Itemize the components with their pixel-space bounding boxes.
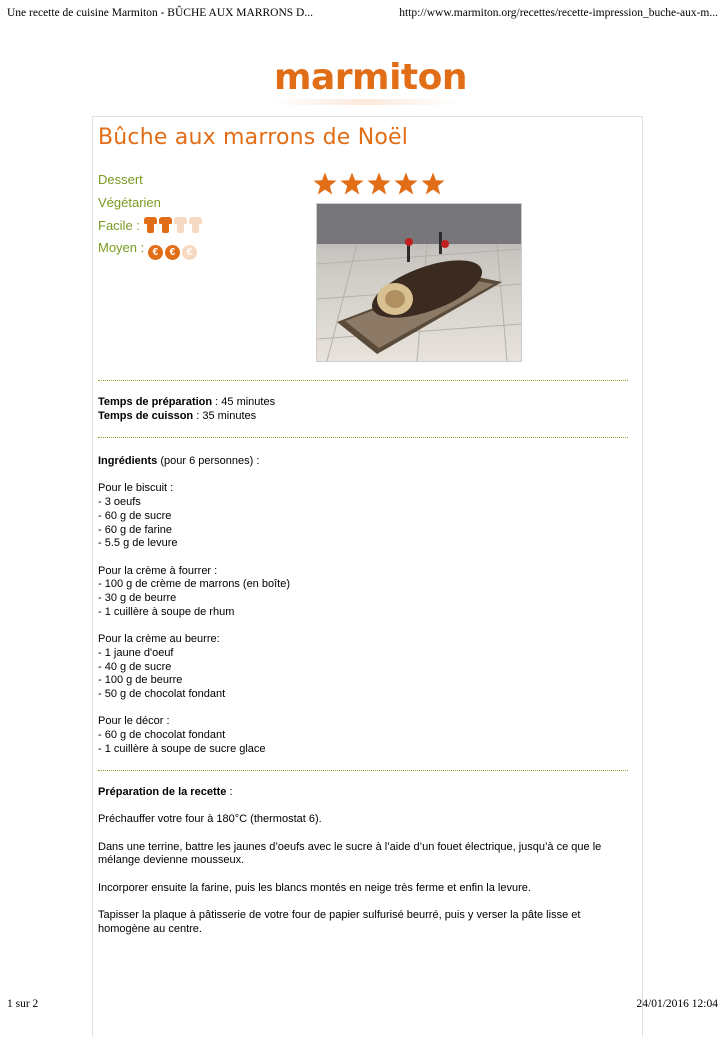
ingredient-group-title: Pour la crème à fourrer :: [98, 564, 218, 577]
ingredient-item: - 1 cuillère à soupe de rhum: [98, 605, 235, 618]
separator: [98, 437, 628, 438]
print-footer-date: 24/01/2016 12:04: [636, 998, 718, 1010]
cook-time-value: : 35 minutes: [193, 409, 257, 422]
logo-text: marmiton: [274, 57, 467, 98]
cook-time-label: Temps de cuisson: [98, 409, 194, 422]
buche-photo-image: [317, 204, 521, 361]
preparation-step: Tapisser la plaque à pâtisserie de votre four de papier sulfurisé beurré, puis y verser la pâte lisse et homogène au centre.: [98, 909, 581, 935]
star-icon: [340, 172, 364, 195]
preparation-steps: [98, 800, 633, 937]
ingredient-item: - 60 g de chocolat fondant: [98, 729, 226, 741]
cost-label: Moyen :: [98, 240, 145, 255]
ingredient-item: - 60 g de farine: [98, 523, 172, 536]
preparation-heading: [98, 786, 633, 800]
euro-coin-icon: €: [182, 245, 197, 260]
ingredient-group-title: Pour la crème au beurre:: [98, 633, 220, 646]
recipe-times: [98, 396, 275, 423]
recipe-category: Dessert: [98, 172, 143, 187]
star-icon: [313, 172, 337, 195]
ingredients-heading: [98, 455, 290, 469]
print-header-url: http://www.marmiton.org/recettes/recette-impression_buche-aux-m...: [399, 7, 718, 19]
ingredient-item: - 3 oeufs: [98, 496, 141, 509]
euro-coin-icon: €: [148, 245, 163, 260]
star-icon: [394, 172, 418, 195]
recipe-title: Bûche aux marrons de Noël: [98, 125, 409, 150]
chef-hat-icon: [144, 217, 157, 233]
preparation-suffix: :: [226, 786, 233, 798]
print-header-title: Une recette de cuisine Marmiton - BÛCHE AUX MARRONS D...: [7, 7, 313, 19]
cook-time: [98, 410, 275, 424]
ingredient-group-title: Pour le biscuit :: [98, 482, 174, 495]
preparation-step: Préchauffer votre four à 180°C (thermostat 6).: [98, 813, 322, 826]
star-icon: [421, 172, 445, 195]
ingredients-section: [98, 455, 290, 756]
recipe-photo: [316, 203, 522, 362]
cost-icons: [148, 240, 199, 258]
rating-stars: [313, 172, 448, 200]
ingredient-item: - 100 g de crème de marrons (en boîte): [98, 578, 290, 591]
print-footer-page: 1 sur 2: [7, 998, 39, 1010]
ingredient-item: - 100 g de beurre: [98, 674, 183, 687]
recipe-diet: Végétarien: [98, 195, 161, 210]
ingredients-label: Ingrédients: [98, 455, 158, 467]
difficulty-icons: [144, 218, 204, 233]
logo-underline: [270, 99, 460, 105]
ingredient-item: - 1 cuillère à soupe de sucre glace: [98, 742, 266, 755]
euro-coin-icon: €: [165, 245, 180, 260]
ingredients-servings: (pour 6 personnes) :: [157, 455, 260, 467]
chef-hat-icon: [159, 217, 172, 233]
preparation-section: [98, 786, 633, 937]
prep-time: [98, 396, 275, 410]
prep-time-label: Temps de préparation: [98, 396, 213, 408]
difficulty-label: Facile :: [98, 218, 140, 233]
recipe-difficulty: [98, 217, 204, 233]
separator: [98, 770, 628, 771]
ingredient-item: - 5.5 g de levure: [98, 537, 178, 550]
marmiton-logo[interactable]: [270, 55, 467, 105]
preparation-label: Préparation de la recette: [98, 786, 227, 798]
prep-time-value: : 45 minutes: [212, 396, 276, 408]
preparation-step: Incorporer ensuite la farine, puis les blancs montés en neige très ferme et enfin la levure.: [98, 881, 531, 894]
separator: [98, 380, 628, 381]
ingredient-item: - 1 jaune d'oeuf: [98, 646, 174, 659]
preparation-step: Dans une terrine, battre les jaunes d’oeufs avec le sucre à l’aide d’un fouet électrique, jusqu’à ce que le mélange devienne mousseux.: [98, 840, 602, 867]
ingredient-groups: [98, 469, 290, 757]
ingredient-item: - 30 g de beurre: [98, 592, 177, 604]
ingredient-item: - 40 g de sucre: [98, 660, 172, 673]
ingredient-item: - 60 g de sucre: [98, 509, 172, 522]
ingredient-group-title: Pour le décor :: [98, 715, 170, 728]
star-icon: [367, 172, 391, 195]
chef-hat-icon: [189, 217, 202, 233]
recipe-cost: [98, 240, 199, 260]
chef-hat-icon: [174, 217, 187, 233]
ingredient-item: - 50 g de chocolat fondant: [98, 687, 226, 700]
